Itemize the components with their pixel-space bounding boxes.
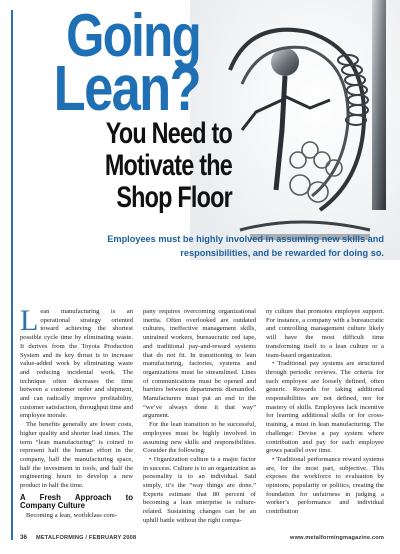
section-heading: A Fresh Approach to Company Culture [20, 492, 133, 511]
paragraph: • Traditional performance reward systems are, for the most part, subjective. This exposes the workforce to evaluation by opinions, popularity or politics, creating the foundation for unfairness in judging a worker’s performance and individual contribution [266, 455, 384, 516]
magazine-issue: METALFORMING / FEBRUARY 2008 [36, 534, 137, 541]
paragraph: ny culture that promotes employee support. For instance, a company with a bureaucratic and controlling management culture likely will have the most difficult time transforming itself to a lean culture or a team-based organization. [266, 308, 384, 359]
article-deck: Employees must be highly involved in assuming new skills and responsibilities, and be rewarded for doing so. [107, 234, 384, 258]
subtitle-line-3: Shop Floor [116, 181, 232, 214]
page-footer [20, 534, 384, 544]
subtitle-line-2: Motivate the [104, 149, 232, 182]
title-line-1: Going [66, 2, 200, 69]
left-accent-rule [11, 10, 13, 540]
paragraph: The benefits generally are lower costs, higher quality and shorter lead times. The term “lean manufacturing” is coined to represent half the human effort in the company, half the manufacturing space, half the investment in tools, and half the engineering hours to develop a new product in half the time. [20, 421, 133, 490]
paragraph: • Organization culture is a major factor in success. Culture is to an organization as personality is to an individual. Said simply, it’s the “way things are done.” Experts estimate that 80 percent of becoming a lean enterprise is culture-related. Sustaining changes can be an uphill battle without the right compa- [143, 455, 256, 524]
body-column-1 [20, 304, 133, 521]
paragraph [20, 304, 133, 421]
subtitle-line-1: You Need to [105, 117, 232, 150]
paragraph: Becoming a lean, worldclass com- [26, 511, 118, 519]
paragraph: • Traditional pay systems are structured through periodic reviews. The criteria for each employee are loosely defined, often generic. Rewards for taking additional responsibilities are not defined, nor for mastery of skills. Employees lack incentive for learning additional skills or for cross-training, a must in lean manufacturing. The challenge: Devise a pay system where contribution and pay for each employee grows parallel over time. [266, 360, 384, 455]
body-column-3 [266, 308, 384, 517]
page-number: 36 [20, 534, 28, 541]
paragraph-text: ean manufacturing is an operational strategy oriented toward achieving the shortest possible cycle time by eliminating waste. It derives from the Toyota Production System and its key thrust is to increase value-added work by eliminating waste and reducing incidental work. The technique often decreases the time between a customer order and shipment, and can radically improve profitability, customer satisfaction, throughput time and employee morale. [20, 308, 133, 420]
body-column-2 [143, 308, 256, 526]
paragraph: pany requires overcoming organizational inertia. Often overlooked are outdated cultures, ineffective management skills, untrained workers, bureaucratic red tape, and traditional pay-and-reward systems that do not fit. In transitioning to lean manufacturing, factories, systems and organizations must be streamlined. Lines of communications must be opened and barriers between departments dismantled. Manufacturers must put an end to the “we’ve always done it that way” argument. [143, 308, 256, 420]
magazine-url[interactable]: www.metalformingmagazine.com [290, 534, 384, 541]
title-line-2: Lean? [53, 52, 200, 124]
paragraph: For the lean transition to be successful, employees must be highly involved in assuming new skills and responsibilities. Consider the following: [143, 421, 256, 455]
drop-cap: L [20, 304, 39, 337]
